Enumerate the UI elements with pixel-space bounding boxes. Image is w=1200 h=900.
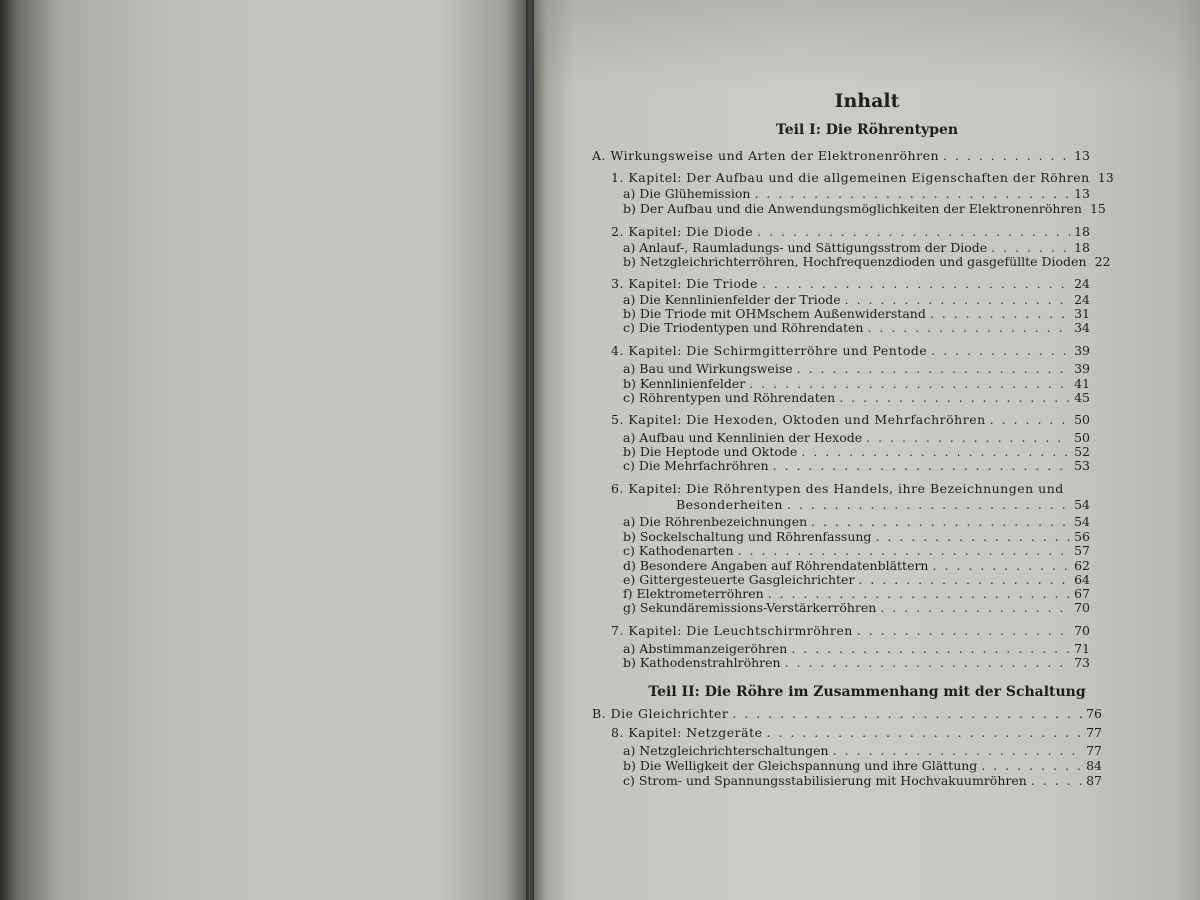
- toc-entry-label: g) Sekundäremissions-Verstärkerröhren: [623, 600, 877, 615]
- toc-entry-6b: [623, 529, 1090, 544]
- toc-entry-page: 22: [1094, 254, 1111, 269]
- toc-entry-label: a) Abstimmanzeigeröhren: [623, 641, 788, 656]
- toc-entry-label: b) Kathodenstrahlröhren: [623, 655, 781, 670]
- toc-entry-2b: [623, 254, 1111, 269]
- toc-entry-label: Besonderheiten: [676, 497, 783, 512]
- toc-entry-page: 39: [1074, 343, 1090, 358]
- toc-entry-page: 45: [1074, 390, 1090, 405]
- leader-dots: [732, 706, 1082, 721]
- toc-entry-page: 18: [1074, 240, 1090, 255]
- toc-entry-page: 54: [1074, 514, 1090, 529]
- leader-dots: [933, 558, 1071, 573]
- toc-entry-chapter-2: [611, 224, 1090, 239]
- toc-entry-chapter-1: [611, 170, 1114, 185]
- toc-entry-4b: [623, 376, 1090, 391]
- toc-entry-page: 73: [1074, 655, 1090, 670]
- toc-entry-page: 31: [1074, 306, 1090, 321]
- toc-entry-page: 70: [1074, 600, 1090, 615]
- leader-dots: [762, 276, 1070, 291]
- toc-entry-label: 2. Kapitel: Die Diode: [611, 224, 754, 239]
- toc-entry-5a: [623, 430, 1090, 445]
- toc-entry-7b: [623, 655, 1090, 670]
- toc-entry-label: f) Elektrometerröhren: [623, 586, 764, 601]
- leader-dots: [773, 458, 1070, 473]
- toc-entry-label: c) Röhrentypen und Röhrendaten: [623, 390, 836, 405]
- leader-dots: [767, 725, 1083, 740]
- toc-entry-label: b) Die Triode mit OHMschem Außenwiderstand: [623, 306, 926, 321]
- toc-entry-page: 62: [1074, 558, 1090, 573]
- toc-entry-chapter-8: [611, 725, 1102, 740]
- leader-dots: [857, 623, 1070, 638]
- toc-entry-label: A. Wirkungsweise und Arten der Elektronenröhren: [592, 148, 940, 163]
- toc-entry-label: a) Bau und Wirkungsweise: [623, 361, 793, 376]
- toc-entry-page: 87: [1086, 773, 1102, 788]
- leader-dots: [981, 758, 1082, 773]
- toc-entry-page: 77: [1086, 725, 1102, 740]
- toc-entry-page: 24: [1074, 292, 1090, 307]
- toc-entry-5c: [623, 458, 1090, 473]
- toc-entry-label: a) Die Glühemission: [623, 186, 751, 201]
- toc-entry-label: a) Anlauf-, Raumladungs- und Sättigungsstrom der Diode: [623, 240, 988, 255]
- toc-entry-page: 64: [1074, 572, 1090, 587]
- toc-entry-label: a) Die Röhrenbezeichnungen: [623, 514, 808, 529]
- leader-dots: [930, 306, 1070, 321]
- toc-entry-label: a) Die Kennlinienfelder der Triode: [623, 292, 841, 307]
- leader-dots: [866, 430, 1070, 445]
- leader-dots: [1031, 773, 1082, 788]
- toc-entry-3a: [623, 292, 1090, 307]
- leader-dots: [801, 444, 1070, 459]
- toc-entry-label: a) Aufbau und Kennlinien der Hexode: [623, 430, 863, 445]
- toc-entry-page: 50: [1074, 430, 1090, 445]
- toc-entry-page: 15: [1089, 201, 1106, 216]
- toc-entry-label: d) Besondere Angaben auf Röhrendatenblättern: [623, 558, 929, 573]
- toc-entry-8c: [623, 773, 1102, 788]
- toc-entry-page: 50: [1074, 412, 1090, 427]
- part-2-heading: Teil II: Die Röhre im Zusammenhang mit der Schaltung: [648, 684, 1086, 700]
- toc-entry-page: 70: [1074, 623, 1090, 638]
- leader-dots: [991, 240, 1070, 255]
- toc-entry-chapter-6: [676, 497, 1090, 512]
- toc-entry-label: b) Die Welligkeit der Gleichspannung und ihre Glättung: [623, 758, 978, 773]
- toc-entry-page: 18: [1074, 224, 1090, 239]
- toc-entry-5b: [623, 444, 1090, 459]
- toc-entry-label: b) Sockelschaltung und Röhrenfassung: [623, 529, 872, 544]
- leader-dots: [768, 586, 1070, 601]
- toc-entry-6f: [623, 586, 1090, 601]
- toc-entry-label: c) Strom- und Spannungsstabilisierung mit Hochvakuumröhren: [623, 773, 1027, 788]
- toc-entry-label: c) Kathodenarten: [623, 543, 734, 558]
- leader-dots: [785, 655, 1070, 670]
- toc-entry-chapter-3: [611, 276, 1090, 291]
- toc-entry-page: 76: [1086, 706, 1102, 721]
- toc-entry-1a: [623, 186, 1090, 201]
- toc-entry-6c: [623, 543, 1090, 558]
- toc-entry-3b: [623, 306, 1090, 321]
- leader-dots: [797, 361, 1070, 376]
- toc-entry-label: 1. Kapitel: Der Aufbau und die allgemeinen Eigenschaften der Röhren: [611, 170, 1090, 185]
- toc-entry-page: 24: [1074, 276, 1090, 291]
- toc-entry-page: 54: [1074, 497, 1090, 512]
- toc-entry-6d: [623, 558, 1090, 573]
- toc-entry-page: 52: [1074, 444, 1090, 459]
- toc-entry-chapter-7: [611, 623, 1090, 638]
- toc-entry-8b: [623, 758, 1102, 773]
- toc-entry-chapter-6-line1: 6. Kapitel: Die Röhrentypen des Handels, ihre Bezeichnungen und: [611, 481, 1064, 496]
- toc-entry-7a: [623, 641, 1090, 656]
- toc-entry-page: 41: [1074, 376, 1090, 391]
- toc-entry-page: 13: [1074, 148, 1090, 163]
- leader-dots: [749, 376, 1070, 391]
- leader-dots: [845, 292, 1070, 307]
- toc-entry-6a: [623, 514, 1090, 529]
- toc-entry-page: 84: [1086, 758, 1102, 773]
- toc-entry-label: 4. Kapitel: Die Schirmgitterröhre und Pentode: [611, 343, 928, 358]
- toc-entry-6e: [623, 572, 1090, 587]
- leader-dots: [880, 600, 1070, 615]
- part-1-heading: Teil I: Die Röhrentypen: [775, 122, 959, 138]
- leader-dots: [787, 497, 1070, 512]
- toc-entry-page: 57: [1074, 543, 1090, 558]
- leader-dots: [875, 529, 1070, 544]
- leader-dots: [738, 543, 1070, 558]
- toc-entry-8a: [623, 743, 1102, 758]
- toc-entry-label: a) Netzgleichrichterschaltungen: [623, 743, 829, 758]
- toc-entry-page: 71: [1074, 641, 1090, 656]
- toc-entry-label: 5. Kapitel: Die Hexoden, Oktoden und Mehrfachröhren: [611, 412, 986, 427]
- toc-entry-page: 53: [1074, 458, 1090, 473]
- toc-entry-3c: [623, 320, 1090, 335]
- toc-entry-label: 3. Kapitel: Die Triode: [611, 276, 758, 291]
- toc-entry-4a: [623, 361, 1090, 376]
- toc-entry-page: 67: [1074, 586, 1090, 601]
- leader-dots: [754, 186, 1070, 201]
- toc-entry-section-b: [592, 706, 1102, 721]
- toc-entry-page: 13: [1074, 186, 1090, 201]
- toc-entry-section-a: [592, 148, 1090, 163]
- toc-entry-2a: [623, 240, 1090, 255]
- toc-entry-page: 77: [1086, 743, 1102, 758]
- toc-entry-label: c) Die Triodentypen und Röhrendaten: [623, 320, 864, 335]
- leader-dots: [867, 320, 1070, 335]
- toc-entry-label: c) Die Mehrfachröhren: [623, 458, 769, 473]
- toc-entry-label: b) Der Aufbau und die Anwendungsmöglichkeiten der Elektronenröhren: [623, 201, 1082, 216]
- toc-entry-page: 56: [1074, 529, 1090, 544]
- toc-entry-label: b) Netzgleichrichterröhren, Hochfrequenzdioden und gasgefüllte Dioden: [623, 254, 1087, 269]
- leader-dots: [811, 514, 1070, 529]
- leader-dots: [839, 390, 1070, 405]
- leader-dots: [931, 343, 1070, 358]
- leader-dots: [791, 641, 1070, 656]
- toc-entry-label: b) Die Heptode und Oktode: [623, 444, 798, 459]
- toc-entry-chapter-4: [611, 343, 1090, 358]
- leader-dots: [833, 743, 1082, 758]
- toc-entry-page: 34: [1074, 320, 1090, 335]
- toc-entry-label: b) Kennlinienfelder: [623, 376, 746, 391]
- toc-entry-label: B. Die Gleichrichter: [592, 706, 729, 721]
- toc-entry-label: 8. Kapitel: Netzgeräte: [611, 725, 763, 740]
- toc-entry-page: 13: [1097, 170, 1114, 185]
- toc-entry-1b: [623, 201, 1106, 216]
- toc-entry-4c: [623, 390, 1090, 405]
- toc-entry-chapter-5: [611, 412, 1090, 427]
- leader-dots: [990, 412, 1070, 427]
- leader-dots: [858, 572, 1070, 587]
- leader-dots: [757, 224, 1070, 239]
- toc-entry-label: e) Gittergesteuerte Gasgleichrichter: [623, 572, 855, 587]
- toc-title: Inhalt: [834, 90, 900, 112]
- toc-entry-label: 7. Kapitel: Die Leuchtschirmröhren: [611, 623, 853, 638]
- leader-dots: [943, 148, 1070, 163]
- toc-entry-page: 39: [1074, 361, 1090, 376]
- toc-entry-6g: [623, 600, 1090, 615]
